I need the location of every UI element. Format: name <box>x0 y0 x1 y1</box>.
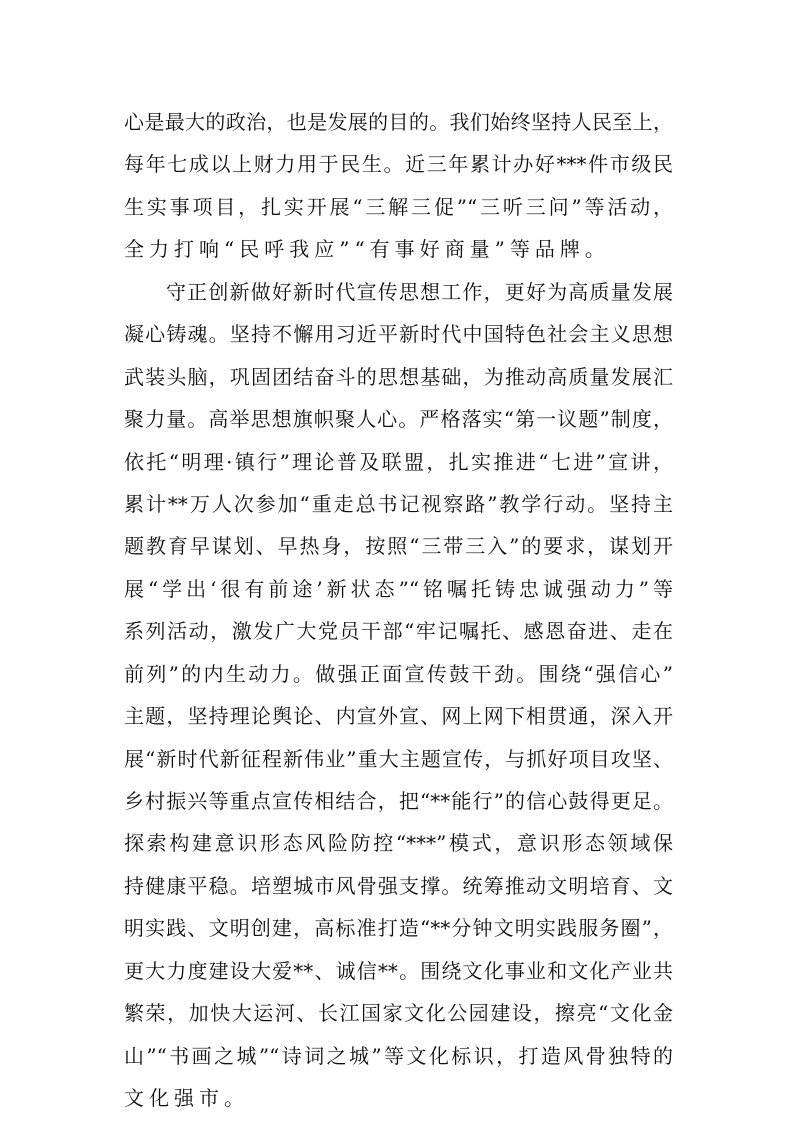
text-line: 生实事项目，扎实开展“三解三促”“三听三问”等活动， <box>124 194 673 219</box>
text-line: 展“新时代新征程新伟业”重大主题宣传，与抓好项目攻坚、 <box>124 746 673 771</box>
paragraph-1 <box>124 101 673 271</box>
text-line: 心是最大的政治，也是发展的目的。我们始终坚持人民至上， <box>124 110 673 134</box>
text-line: 乡村振兴等重点宣传相结合，把“**能行”的信心鼓得更足。 <box>124 789 673 813</box>
text-line: 系列活动，激发广大党员干部“牢记嘱托、感恩奋进、走在 <box>124 619 673 644</box>
text-line: 凝心铸魂。坚持不懈用习近平新时代中国特色社会主义思想 <box>124 322 673 347</box>
text-line: 山”“书画之城”“诗词之城”等文化标识，打造风骨独特的 <box>124 1043 673 1068</box>
text-line: 主题，坚持理论舆论、内宣外宣、网上网下相贯通，深入开 <box>124 704 673 729</box>
text-line: 明实践、文明创建，高标准打造“**分钟文明实践服务圈”， <box>124 916 673 941</box>
text-line: 每年七成以上财力用于民生。近三年累计办好***件市级民 <box>124 152 673 177</box>
text-line: 探索构建意识形态风险防控“***”模式，意识形态领域保 <box>124 831 673 856</box>
text-line: 聚力量。高举思想旗帜聚人心。严格落实“第一议题”制度， <box>124 407 673 432</box>
text-line: 持健康平稳。培塑城市风骨强支撑。统筹推动文明培育、文 <box>124 873 673 898</box>
text-line: 守正创新做好新时代宣传思想工作，更好为高质量发展 <box>166 279 673 304</box>
text-line: 武装头脑，巩固团结奋斗的思想基础，为推动高质量发展汇 <box>124 364 673 389</box>
text-line: 文化强市。 <box>124 1086 249 1111</box>
text-line: 更大力度建设大爱**、诚信**。围绕文化事业和文化产业共 <box>124 958 673 983</box>
text-line: 题教育早谋划、早热身，按照“三带三入”的要求，谋划开 <box>124 534 673 559</box>
text-line: 累计**万人次参加“重走总书记视察路”教学行动。坚持主 <box>124 491 673 516</box>
text-line: 全力打响“民呼我应”“有事好商量”等品牌。 <box>124 237 610 262</box>
text-line: 展“学出‘很有前途’新状态”“铭嘱托铸忠诚强动力”等 <box>124 576 673 601</box>
text-line: 依托“明理·镇行”理论普及联盟，扎实推进“七进”宣讲， <box>124 449 673 474</box>
text-line: 繁荣，加快大运河、长江国家文化公园建设，擦亮“文化金 <box>124 1001 673 1026</box>
paragraph-2 <box>124 271 673 1120</box>
document-page <box>124 101 673 1120</box>
text-line: 前列”的内生动力。做强正面宣传鼓干劲。围绕“强信心” <box>124 661 673 686</box>
